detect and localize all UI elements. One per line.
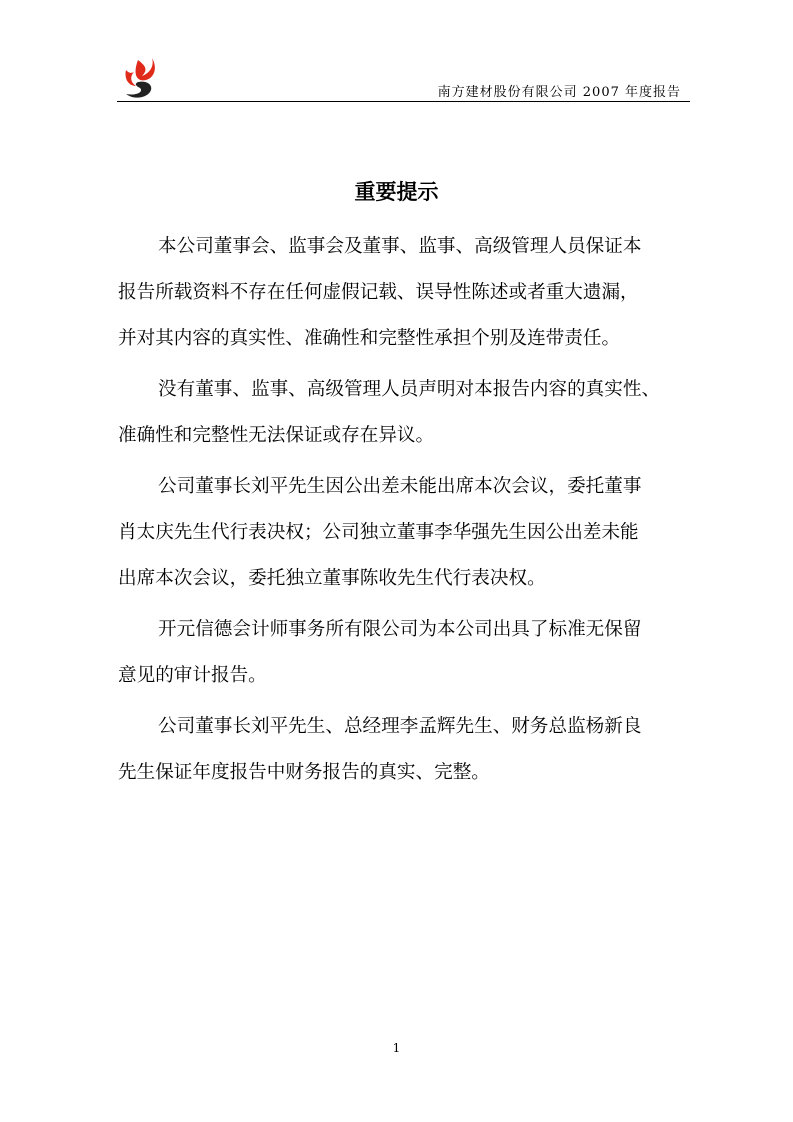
paragraph [118, 616, 688, 708]
page-title: 重要提示 [354, 180, 439, 204]
text-line: 没有董事、监事、高级管理人员声明对本报告内容的真实性、 [158, 379, 661, 400]
text-line: 意见的审计报告。 [118, 665, 267, 686]
text-line: 公司董事长刘平先生、总经理李孟辉先生、财务总监杨新良 [158, 716, 642, 737]
paragraph [118, 473, 688, 611]
text-line: 肖太庆先生代行表决权；公司独立董事李华强先生因公出差未能 [118, 522, 639, 543]
text-line: 开元信德会计师事务所有限公司为本公司出具了标准无保留 [158, 619, 642, 640]
paragraph [118, 233, 688, 371]
text-line: 本公司董事会、监事会及董事、监事、高级管理人员保证本 [158, 236, 642, 257]
text-line: 先生保证年度报告中财务报告的真实、完整。 [118, 762, 490, 783]
header-rule [117, 101, 690, 102]
paragraph [118, 376, 688, 468]
text-line: 准确性和完整性无法保证或存在异议。 [118, 425, 435, 446]
flame-logo-icon [118, 56, 158, 100]
paragraph [118, 713, 688, 805]
text-line: 报告所载资料不存在任何虚假记载、误导性陈述或者重大遗漏， [118, 282, 639, 303]
text-line: 并对其内容的真实性、准确性和完整性承担个别及连带责任。 [118, 328, 621, 349]
text-line: 出席本次会议，委托独立董事陈收先生代行表决权。 [118, 568, 546, 589]
page-number: 1 [392, 1041, 401, 1055]
document-body [118, 233, 688, 810]
text-line: 公司董事长刘平先生因公出差未能出席本次会议，委托董事 [158, 476, 642, 497]
header-company-report: 南方建材股份有限公司 2007 年度报告 [437, 85, 681, 100]
